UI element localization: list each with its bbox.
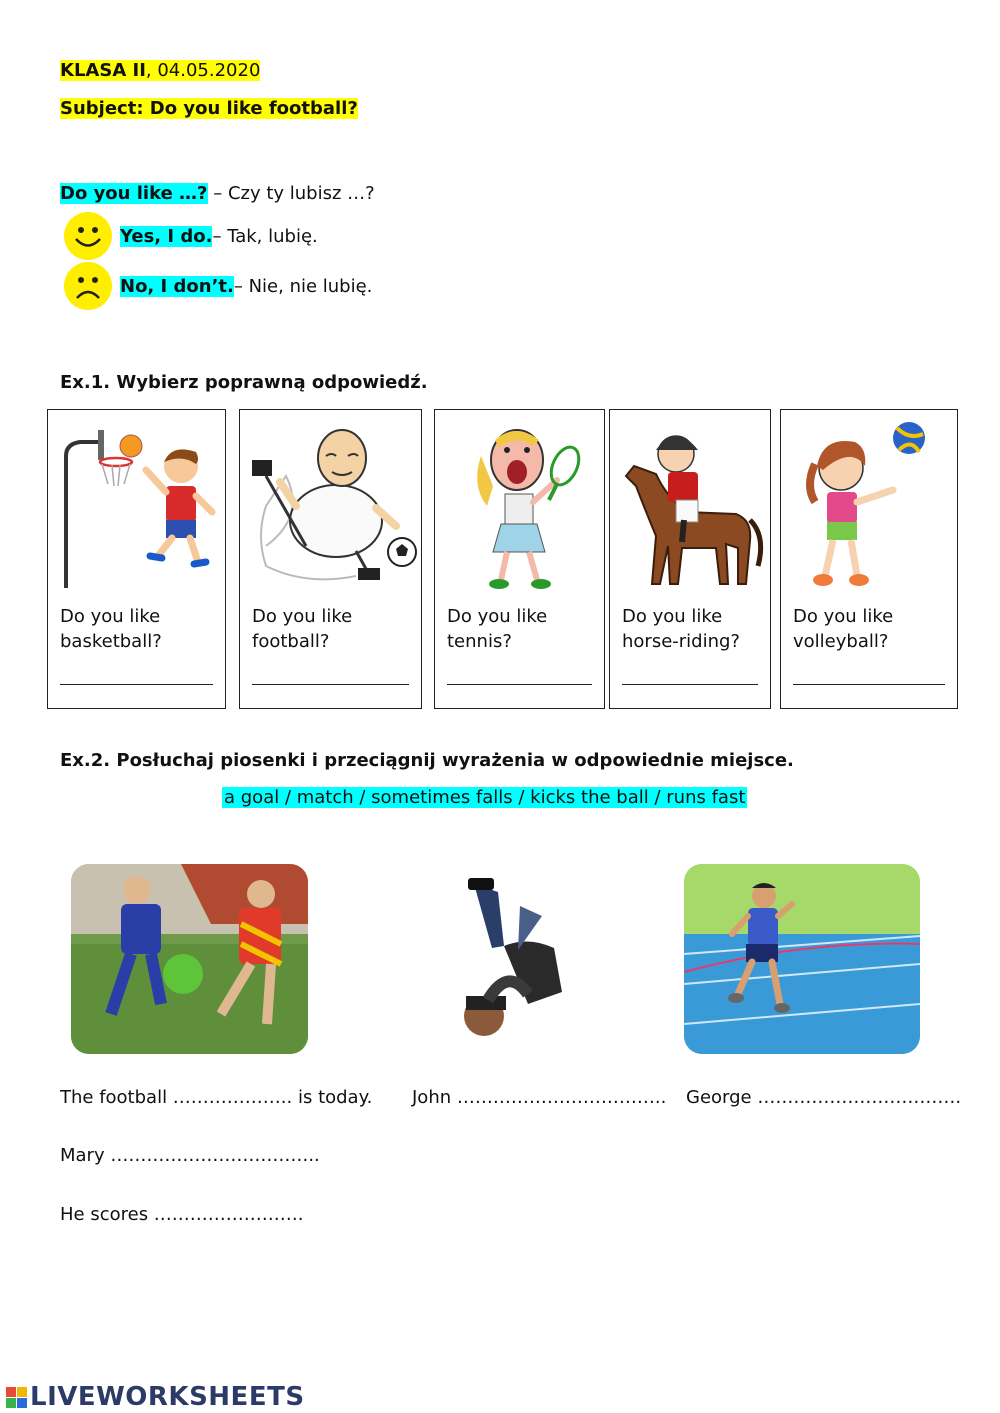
volleyball-picture bbox=[787, 416, 951, 594]
subject-title: Subject: Do you like football? bbox=[60, 98, 358, 119]
falling-boy-photo bbox=[458, 876, 570, 1044]
question-line2: volleyball? bbox=[793, 631, 889, 652]
no-pl: – Nie, nie lubię. bbox=[233, 275, 373, 297]
class-date-line bbox=[60, 60, 260, 81]
answer-blank[interactable] bbox=[252, 684, 409, 685]
card-volleyball bbox=[780, 409, 958, 709]
card-horse-riding bbox=[609, 409, 771, 709]
card-question bbox=[447, 604, 597, 654]
question-line1: Do you like bbox=[622, 606, 723, 627]
card-tennis bbox=[434, 409, 605, 709]
question-pl: – Czy ty lubisz …? bbox=[207, 183, 375, 204]
card-question bbox=[252, 604, 402, 654]
answer-blank[interactable] bbox=[622, 684, 758, 685]
question-line2: horse-riding? bbox=[622, 631, 740, 652]
logo-blocks-icon bbox=[6, 1387, 27, 1408]
no-phrase bbox=[64, 262, 372, 310]
running-boy-photo bbox=[684, 864, 920, 1054]
happy-face-icon bbox=[64, 212, 112, 260]
basketball-picture bbox=[54, 416, 219, 594]
yes-en: Yes, I do. bbox=[120, 225, 213, 247]
sentence-george[interactable]: George ……………………………. bbox=[686, 1087, 962, 1108]
football-picture bbox=[246, 416, 415, 594]
class-label: KLASA II bbox=[60, 60, 146, 81]
sentence-john[interactable]: John …………………………….. bbox=[412, 1087, 667, 1108]
subject-line bbox=[60, 98, 358, 119]
question-phrase bbox=[60, 183, 375, 204]
question-line2: football? bbox=[252, 631, 330, 652]
question-line1: Do you like bbox=[252, 606, 353, 627]
card-question bbox=[60, 604, 210, 654]
date-text: , 04.05.2020 bbox=[145, 60, 261, 81]
card-question bbox=[622, 604, 772, 654]
sad-face-icon bbox=[64, 262, 112, 310]
answer-blank[interactable] bbox=[60, 684, 213, 685]
no-en: No, I don’t. bbox=[120, 275, 234, 297]
sentence-mary[interactable]: Mary …………………………….. bbox=[60, 1145, 320, 1166]
yes-pl: – Tak, lubię. bbox=[212, 225, 318, 247]
card-basketball bbox=[47, 409, 226, 709]
word-bank[interactable]: a goal / match / sometimes falls / kicks the ball / runs fast bbox=[224, 787, 746, 808]
yes-phrase bbox=[64, 212, 318, 260]
horse-riding-picture bbox=[616, 416, 764, 594]
answer-blank[interactable] bbox=[447, 684, 592, 685]
question-line2: tennis? bbox=[447, 631, 512, 652]
question-en: Do you like …? bbox=[60, 183, 208, 204]
card-question bbox=[793, 604, 943, 654]
ex2-title: Ex.2. Posłuchaj piosenki i przeciągnij wyrażenia w odpowiednie miejsce. bbox=[60, 750, 794, 771]
logo-text: LIVEWORKSHEETS bbox=[30, 1382, 305, 1412]
question-line2: basketball? bbox=[60, 631, 162, 652]
sentence-football-match[interactable]: The football ……………….. is today. bbox=[60, 1087, 373, 1108]
question-line1: Do you like bbox=[447, 606, 548, 627]
ex1-title: Ex.1. Wybierz poprawną odpowiedź. bbox=[60, 372, 428, 393]
sentence-he-scores[interactable]: He scores ……………………. bbox=[60, 1204, 304, 1225]
question-line1: Do you like bbox=[793, 606, 894, 627]
question-line1: Do you like bbox=[60, 606, 161, 627]
tennis-picture bbox=[441, 416, 598, 594]
card-football bbox=[239, 409, 422, 709]
answer-blank[interactable] bbox=[793, 684, 945, 685]
football-kids-photo bbox=[71, 864, 308, 1054]
liveworksheets-logo bbox=[6, 1382, 305, 1412]
